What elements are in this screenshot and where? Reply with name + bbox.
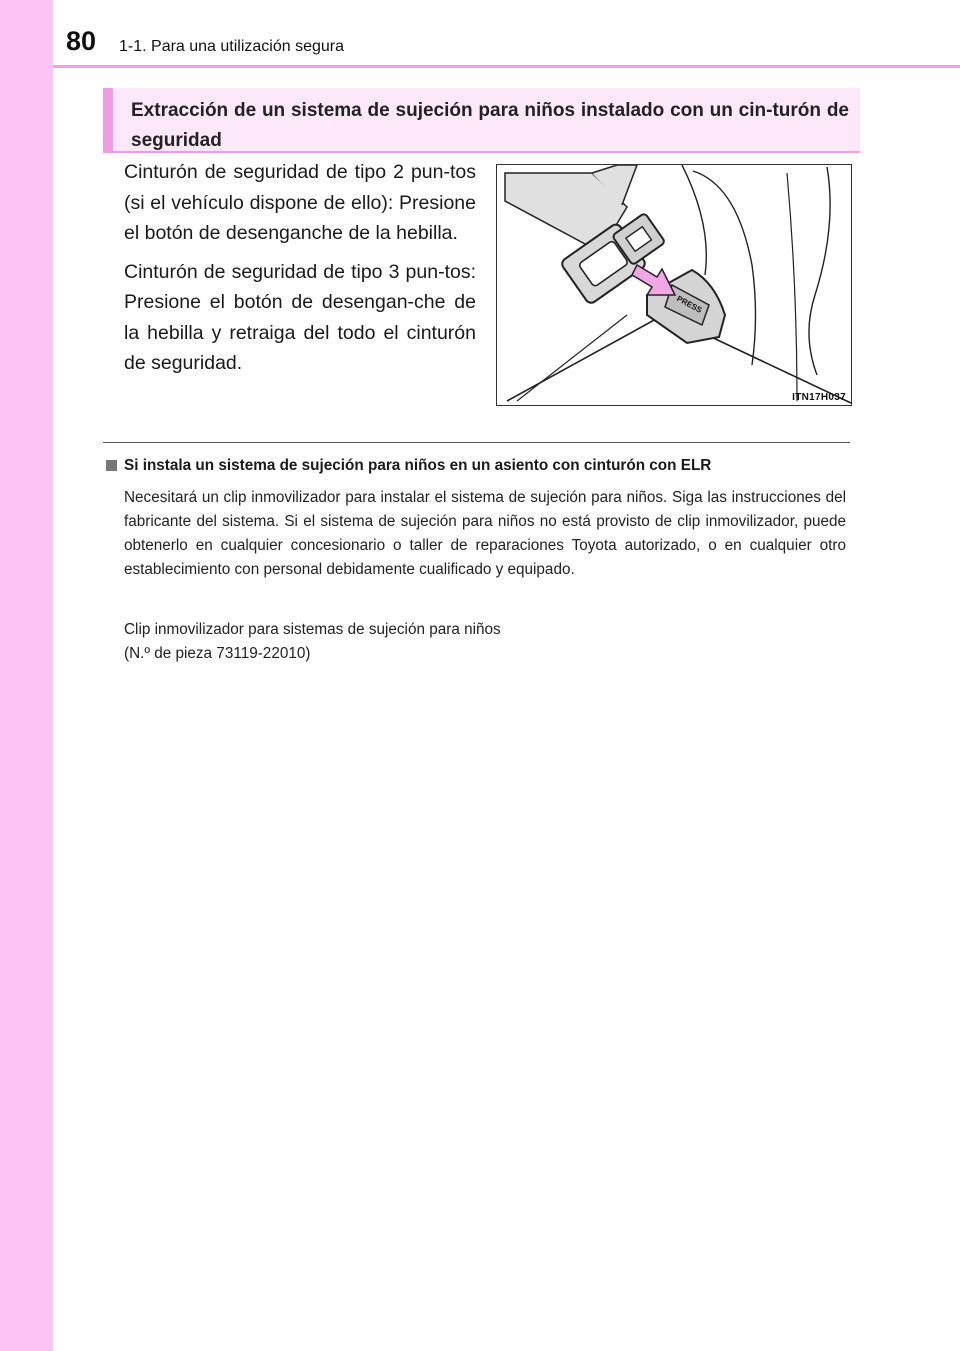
press-button-label: PRESS [675,294,704,315]
section-title: Extracción de un sistema de sujeción para niños instalado con un cin-turón de seguridad [131,100,849,151]
square-bullet-icon [106,460,117,471]
body-text [124,157,476,387]
clip-info-line-1: Clip inmovilizador para sistemas de sujeción para niños [124,621,501,638]
paragraph-three-point-belt: Cinturón de seguridad de tipo 3 pun-tos: Presione el botón de desengan-che de la hebilla y retraiga del todo el cinturón de seguridad. [124,260,476,374]
seatbelt-buckle-illustration [496,164,852,406]
section-divider [103,442,850,443]
page-number: 80 [66,26,97,56]
section-heading-box [103,88,860,153]
paragraph-two-point-belt: Cinturón de seguridad de tipo 2 pun-tos (si el vehículo dispone de ello): Presione el botón de desenganche de la hebilla. [124,161,476,244]
clip-info-line-2: (N.º de pieza 73119-22010) [124,645,311,662]
note-paragraph: Necesitará un clip inmovilizador para instalar el sistema de sujeción para niños. Siga las instrucciones del fabricante del sistema. Si el sistema de sujeción para niños no está provisto de clip inmovilizador, puede obtenerlo en cualquier concesionario o taller de reparaciones Toyota autorizado, o en cualquier otro establecimiento con personal debidamente cualificado y equipado. [124,489,846,578]
clip-info [124,618,846,666]
header-rule [53,65,960,68]
note-heading-text: Si instala un sistema de sujeción para niños en un asiento con cinturón con ELR [124,457,712,474]
buckle-drawing [497,165,851,405]
running-head: 1-1. Para una utilización segura [119,38,345,55]
side-color-band [0,0,53,1351]
press-arrow-icon [632,265,675,295]
note-heading [106,457,850,475]
figure-code: ITN17H037 [792,392,846,403]
